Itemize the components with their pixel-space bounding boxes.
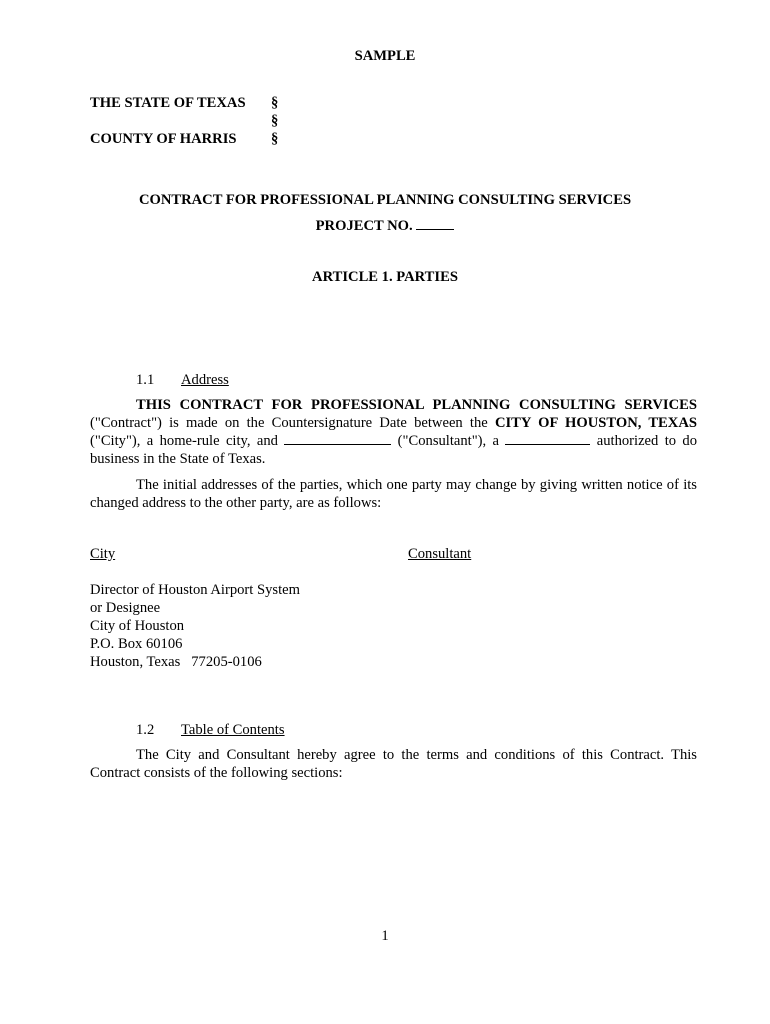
project-number-label: PROJECT NO.	[315, 218, 413, 234]
section-mark-3: §	[271, 131, 279, 147]
contract-text-c: ("Consultant"), a	[391, 433, 506, 449]
city-address-line: P.O. Box 60106	[90, 636, 183, 652]
section-1-2-paragraph: The City and Consultant hereby agree to the terms and conditions of this Contract. This Contract consists of the following sections:	[90, 747, 697, 781]
contract-title: CONTRACT FOR PROFESSIONAL PLANNING CONSULTING SERVICES	[138, 192, 632, 208]
contract-text-b: ("City"), a home-rule city, and	[90, 433, 285, 449]
sample-heading: SAMPLE	[354, 48, 416, 64]
consultant-entity-blank	[505, 432, 590, 445]
city-address-line: Director of Houston Airport System	[90, 582, 300, 598]
contract-text-a: ("Contract") is made on the Countersignature Date between the	[90, 415, 495, 431]
section-mark-1: §	[271, 95, 279, 111]
city-address-line: Houston, Texas 77205-0106	[90, 654, 262, 670]
consultant-name-blank	[284, 432, 391, 445]
section-1-1-title: Address	[181, 372, 229, 388]
article-heading: ARTICLE 1. PARTIES	[312, 269, 458, 285]
city-of-houston-bold: CITY OF HOUSTON, TEXAS	[494, 415, 697, 431]
section-1-2-title: Table of Contents	[181, 722, 285, 738]
section-1-1-paragraph	[90, 396, 697, 468]
page-number: 1	[381, 928, 389, 944]
section-1-1-paragraph-2: The initial addresses of the parties, which one party may change by giving written notice of its changed address to the other party, are as follows:	[90, 477, 697, 511]
project-number-blank	[416, 217, 454, 230]
city-address-block	[90, 581, 300, 671]
section-mark-2: §	[271, 113, 279, 129]
city-address-line: or Designee	[90, 600, 161, 616]
city-column-label: City	[90, 546, 116, 562]
section-1-1-number: 1.1	[136, 372, 155, 388]
project-number-line	[0, 217, 770, 235]
city-address-line: City of Houston	[90, 618, 185, 634]
consultant-column-label: Consultant	[408, 546, 472, 562]
contract-text-d: authorized to do business in the State of Texas.	[90, 433, 697, 467]
section-1-2-number: 1.2	[136, 722, 155, 738]
intro-bold-text: THIS CONTRACT FOR PROFESSIONAL PLANNING CONSULTING SERVICES	[136, 397, 697, 413]
county-label: COUNTY OF HARRIS	[90, 131, 237, 147]
state-label: THE STATE OF TEXAS	[90, 95, 246, 111]
